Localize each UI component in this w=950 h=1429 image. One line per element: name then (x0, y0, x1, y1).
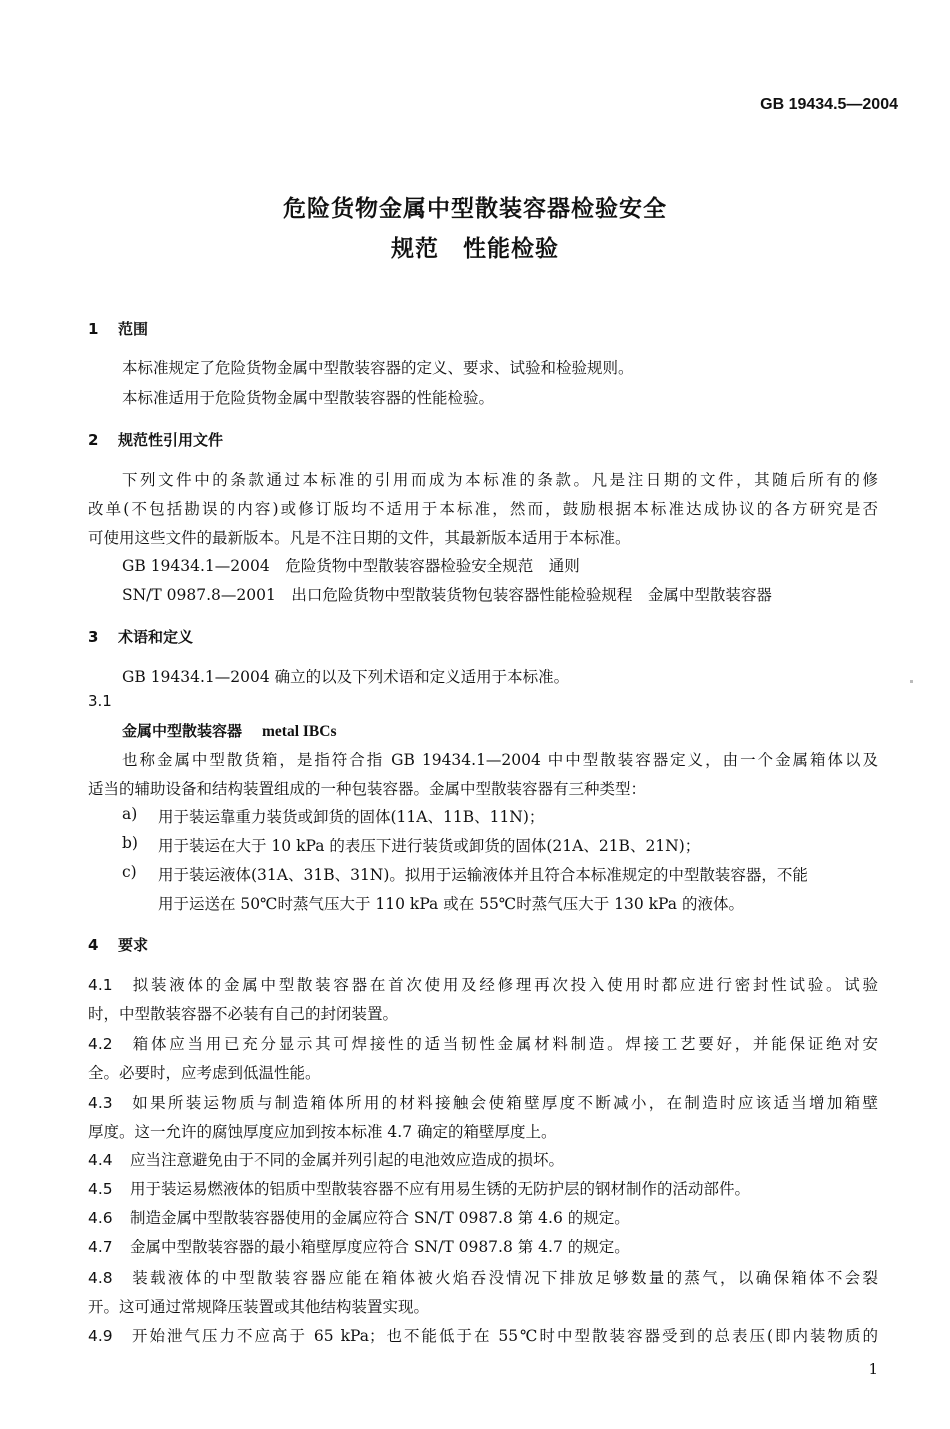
section-number: 3 (88, 628, 99, 646)
requirement-4-6 (88, 1206, 630, 1228)
clause-number: 4.7 (88, 1238, 113, 1256)
reference-gb19434-1: GB 19434.1—2004 危险货物中型散装容器检验安全规范 通则 (122, 557, 580, 575)
requirement-4-7 (88, 1235, 630, 1257)
section-number: 2 (88, 431, 99, 449)
requirement-4-1-line2: 时，中型散装容器不必装有自己的封闭装置。 (88, 1005, 399, 1023)
section-title: 规范性引用文件 (118, 431, 224, 449)
clause-number: 4.5 (88, 1180, 113, 1198)
page-number: 1 (868, 1360, 878, 1378)
references-intro-line1: 下列文件中的条款通过本标准的引用而成为本标准的条款。凡是注日期的文件，其随后所有的修 (122, 471, 878, 489)
requirement-4-1-line1 (88, 971, 878, 1000)
references-intro-line2: 改单(不包括勘误的内容)或修订版均不适用于本标准，然而，鼓励根据本标准达成协议的各方研究是否 (88, 500, 878, 518)
references-intro-line3: 可使用这些文件的最新版本。凡是不注日期的文件，其最新版本适用于本标准。 (88, 529, 631, 547)
term-definition-line2: 适当的辅助设备和结构装置组成的一种包装容器。金属中型散装容器有三种类型： (88, 780, 647, 798)
scan-speck (910, 680, 913, 683)
clause-text: 箱体应当用已充分显示其可焊接性的适当韧性金属材料制造。焊接工艺要好，并能保证绝对安 (130, 1035, 878, 1053)
reference-snt0987-8: SN/T 0987.8—2001 出口危险货物中型散装货物包装容器性能检验规程 金属中型散装容器 (122, 586, 772, 604)
section-title: 术语和定义 (118, 628, 194, 646)
terms-intro: GB 19434.1—2004 确立的以及下列术语和定义适用于本标准。 (122, 668, 570, 686)
clause-text: 金属中型散装容器的最小箱壁厚度应符合 SN/T 0987.8 第 4.7 的规定。 (130, 1238, 630, 1256)
list-item-letter: b) (122, 834, 138, 852)
clause-text: 拟装液体的金属中型散装容器在首次使用及经修理再次投入使用时都应进行密封性试验。试验 (130, 976, 878, 994)
section-4-heading (88, 934, 148, 955)
section-number: 4 (88, 936, 99, 954)
requirement-4-8-line2: 开。这可通过常规降压装置或其他结构装置实现。 (88, 1298, 430, 1316)
list-item-text-continued: 用于运送在 50℃时蒸气压大于 110 kPa 或在 55℃时蒸气压大于 130 kPa 的液体。 (158, 895, 744, 913)
requirement-4-5 (88, 1177, 750, 1199)
requirement-4-8-line1 (88, 1264, 878, 1293)
section-title: 范围 (118, 320, 149, 338)
term-chinese: 金属中型散装容器 (122, 722, 243, 740)
clause-text: 制造金属中型散装容器使用的金属应符合 SN/T 0987.8 第 4.6 的规定。 (130, 1209, 630, 1227)
clause-text: 用于装运易燃液体的铝质中型散装容器不应有用易生锈的无防护层的钢材制作的活动部件。 (130, 1180, 751, 1198)
term-definition-line1: 也称金属中型散货箱，是指符合指 GB 19434.1—2004 中中型散装容器定义，由一个金属箱体以及 (122, 751, 878, 769)
clause-text: 如果所装运物质与制造箱体所用的材料接触会使箱壁厚度不断减小，在制造时应该适当增加箱壁 (130, 1094, 878, 1112)
clause-3-1-number: 3.1 (88, 692, 112, 710)
section-title: 要求 (118, 936, 149, 954)
clause-text: 装载液体的中型散装容器应能在箱体被火焰吞没情况下排放足够数量的蒸气，以确保箱体不会裂 (130, 1269, 878, 1287)
term-english: metal IBCs (262, 723, 337, 740)
clause-number: 4.6 (88, 1209, 113, 1227)
clause-text: 应当注意避免由于不同的金属并列引起的电池效应造成的损坏。 (130, 1151, 565, 1169)
requirement-4-2-line2: 全。必要时，应考虑到低温性能。 (88, 1064, 321, 1082)
clause-number: 4.4 (88, 1151, 113, 1169)
clause-number: 4.3 (88, 1094, 113, 1112)
section-2-heading (88, 429, 223, 450)
list-item-letter: a) (122, 805, 138, 823)
list-item-letter: c) (122, 863, 137, 881)
list-item-text: 用于装运液体(31A、31B、31N)。拟用于运输液体并且符合本标准规定的中型散装容器，不能 (158, 866, 808, 884)
clause-number: 4.1 (88, 976, 113, 994)
section-1-heading (88, 318, 148, 339)
requirement-4-3-line1 (88, 1089, 878, 1118)
scope-paragraph-1: 本标准规定了危险货物金属中型散装容器的定义、要求、试验和检验规则。 (122, 359, 634, 377)
term-heading (122, 720, 337, 741)
document-title-line2: 规范 性能检验 (391, 236, 559, 262)
section-3-heading (88, 626, 193, 647)
document-title-line1: 危险货物金属中型散装容器检验安全 (283, 196, 667, 222)
clause-text: 开始泄气压力不应高于 65 kPa；也不能低于在 55℃时中型散装容器受到的总表压(即内装物质的 (130, 1327, 878, 1345)
list-item-text: 用于装运靠重力装货或卸货的固体(11A、11B、11N)； (158, 808, 545, 826)
clause-number: 4.2 (88, 1035, 113, 1053)
requirement-4-3-line2: 厚度。这一允许的腐蚀厚度应加到按本标准 4.7 确定的箱壁厚度上。 (88, 1123, 557, 1141)
list-item-text: 用于装运在大于 10 kPa 的表压下进行装货或卸货的固体(21A、21B、21N)； (158, 837, 701, 855)
requirement-4-9-line1 (88, 1322, 878, 1351)
requirement-4-4 (88, 1148, 564, 1170)
clause-number: 4.8 (88, 1269, 113, 1287)
clause-number: 4.9 (88, 1327, 113, 1345)
requirement-4-2-line1 (88, 1030, 878, 1059)
scope-paragraph-2: 本标准适用于危险货物金属中型散装容器的性能检验。 (122, 389, 495, 407)
section-number: 1 (88, 320, 99, 338)
standard-code: GB 19434.5—2004 (760, 96, 898, 113)
